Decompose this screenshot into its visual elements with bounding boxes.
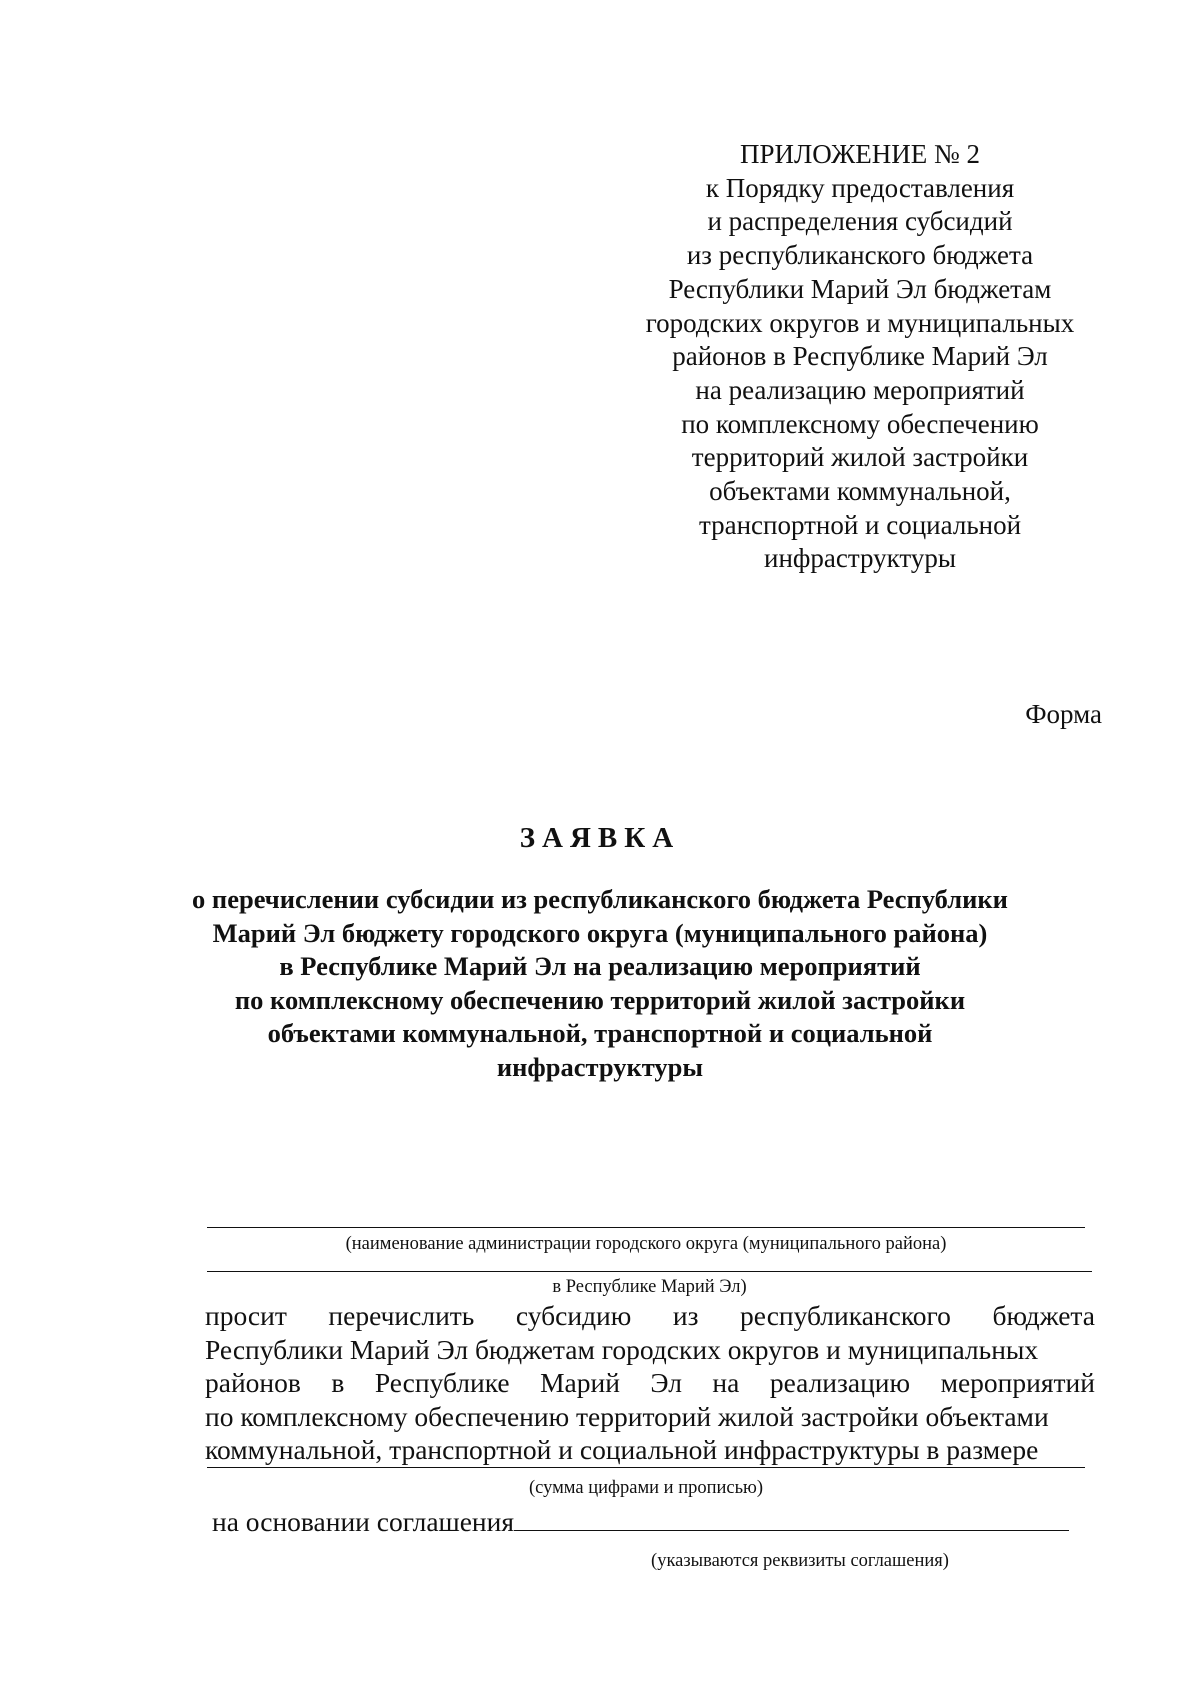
word: из <box>672 1300 699 1331</box>
subtitle-line: по комплексному обеспечению территорий жилой застройки <box>234 984 966 1015</box>
appendix-line: инфраструктуры <box>764 543 956 574</box>
agreement-basis-label: на основании соглашения <box>212 1506 514 1537</box>
appendix-line: из республиканского бюджета <box>686 240 1034 271</box>
word: районов <box>205 1367 301 1398</box>
word: субсидию <box>515 1300 632 1331</box>
word: Эл <box>650 1367 682 1398</box>
word: просит <box>205 1300 287 1331</box>
request-text <box>205 1299 1095 1467</box>
administration-name-line[interactable] <box>207 1227 1085 1228</box>
request-text-line-4: по комплексному обеспечению территорий жилой застройки объектами <box>205 1400 1049 1432</box>
republic-caption: в Республике Марий Эл) <box>552 1277 747 1297</box>
word: в <box>331 1367 345 1398</box>
request-text-line-5: коммунальной, транспортной и социальной инфраструктуры в размере <box>205 1434 1039 1465</box>
appendix-line: и распределения субсидий <box>707 206 1013 237</box>
word: Республике <box>374 1367 510 1398</box>
appendix-line: на реализацию мероприятий <box>695 374 1025 405</box>
agreement-caption: (указываются реквизиты соглашения) <box>651 1551 949 1571</box>
appendix-line: ПРИЛОЖЕНИЕ № 2 <box>739 139 981 169</box>
amount-line[interactable] <box>207 1467 1085 1468</box>
document-subtitle <box>150 883 1050 1084</box>
word: республиканского <box>740 1300 951 1331</box>
subtitle-line: объектами коммунальной, транспортной и социальной <box>267 1018 933 1048</box>
subtitle-line: инфраструктуры <box>496 1051 704 1082</box>
appendix-line: районов в Республике Марий Эл <box>672 341 1048 372</box>
appendix-line: по комплексному обеспечению <box>681 408 1039 439</box>
administration-name-line-2[interactable] <box>207 1271 1092 1272</box>
appendix-line: территорий жилой застройки <box>691 442 1029 473</box>
amount-caption: (сумма цифрами и прописью) <box>528 1478 764 1498</box>
request-text-line-2: Республики Марий Эл бюджетам городских округов и муниципальных <box>205 1333 1039 1365</box>
appendix-line: транспортной и социальной <box>698 509 1022 540</box>
appendix-line: к Порядку предоставления <box>705 172 1015 203</box>
appendix-header <box>580 138 1140 576</box>
request-text-line-3 <box>205 1366 1095 1400</box>
document-title: ЗАЯВКА <box>519 822 681 854</box>
word: реализацию <box>769 1367 911 1398</box>
appendix-line: городских округов и муниципальных <box>645 307 1075 338</box>
form-label: Форма <box>1025 699 1102 729</box>
word: на <box>712 1367 740 1398</box>
word: перечислить <box>328 1300 475 1331</box>
word: мероприятий <box>940 1367 1095 1398</box>
word: Марий <box>540 1367 620 1398</box>
word: бюджета <box>992 1300 1095 1331</box>
request-text-line-1 <box>205 1299 1095 1333</box>
subtitle-line: о перечислении субсидии из республиканского бюджета Республики <box>192 884 1008 914</box>
appendix-line: объектами коммунальной, <box>709 476 1011 507</box>
agreement-basis <box>212 1505 1092 1539</box>
appendix-line: Республики Марий Эл бюджетам <box>668 273 1052 304</box>
administration-caption: (наименование администрации городского округа (муниципального района) <box>345 1234 947 1254</box>
agreement-details-field[interactable] <box>514 1506 1069 1531</box>
subtitle-line: в Республике Марий Эл на реализацию мероприятий <box>279 951 921 981</box>
subtitle-line: Марий Эл бюджету городского округа (муниципального района) <box>212 917 988 948</box>
